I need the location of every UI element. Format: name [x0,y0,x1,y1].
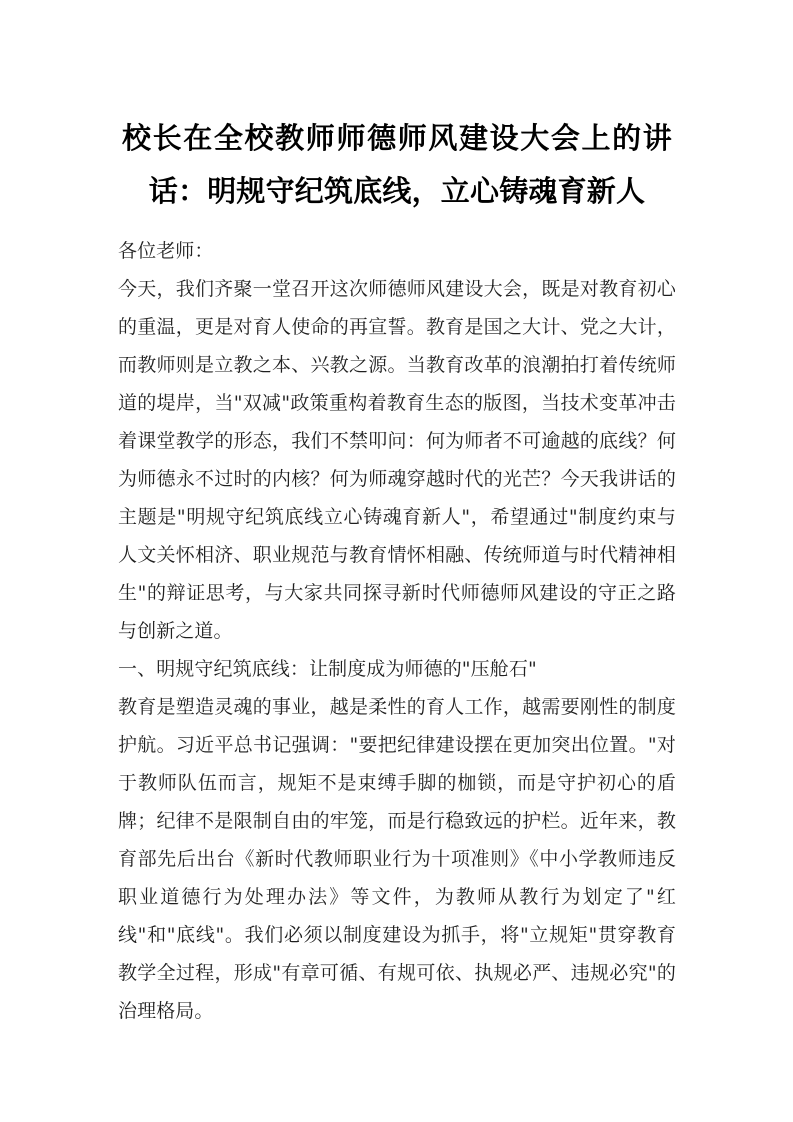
document-content [118,112,676,1030]
paragraph-section-one-body: 教育是塑造灵魂的事业，越是柔性的育人工作，越需要刚性的制度护航。习近平总书记强调："要把纪律建设摆在更加突出位置。"对于教师队伍而言，规矩不是束缚手脚的枷锁，而是守护初心的盾牌；纪律不是限制自由的牢笼，而是行稳致远的护栏。近年来，教育部先后出台《新时代教师职业行为十项准则》《中小学教师违反职业道德行为处理办法》等文件，为教师从教行为划定了"红线"和"底线"。我们必须以制度建设为抓手，将"立规矩"贯穿教育教学全过程，形成"有章可循、有规可依、执规必严、违规必究"的治理格局。 [118,696,676,1022]
paragraph-section-one-heading: 一、明规守纪筑底线：让制度成为师德的"压舱石" [118,658,537,680]
paragraph-salutation: 各位老师： [118,240,214,262]
paragraph-opening: 今天，我们齐聚一堂召开这次师德师风建设大会，既是对教育初心的重温，更是对育人使命的再宣誓。教育是国之大计、党之大计，而教师则是立教之本、兴教之源。当教育改革的浪潮拍打着传统师道的堤岸，当"双减"政策重构着教育生态的版图，当技术变革冲击着课堂教学的形态，我们不禁叩问：何为师者不可逾越的底线？何为师德永不过时的内核？何为师魂穿越时代的光芒？今天我讲话的主题是"明规守纪筑底线立心铸魂育新人"，希望通过"制度约束与人文关怀相济、职业规范与教育情怀相融、传统师道与时代精神相生"的辩证思考，与大家共同探寻新时代师德师风建设的守正之路与创新之道。 [118,278,676,642]
document-body [118,232,676,1030]
document-title: 校长在全校教师师德师风建设大会上的讲话：明规守纪筑底线，立心铸魂育新人 [122,121,672,208]
